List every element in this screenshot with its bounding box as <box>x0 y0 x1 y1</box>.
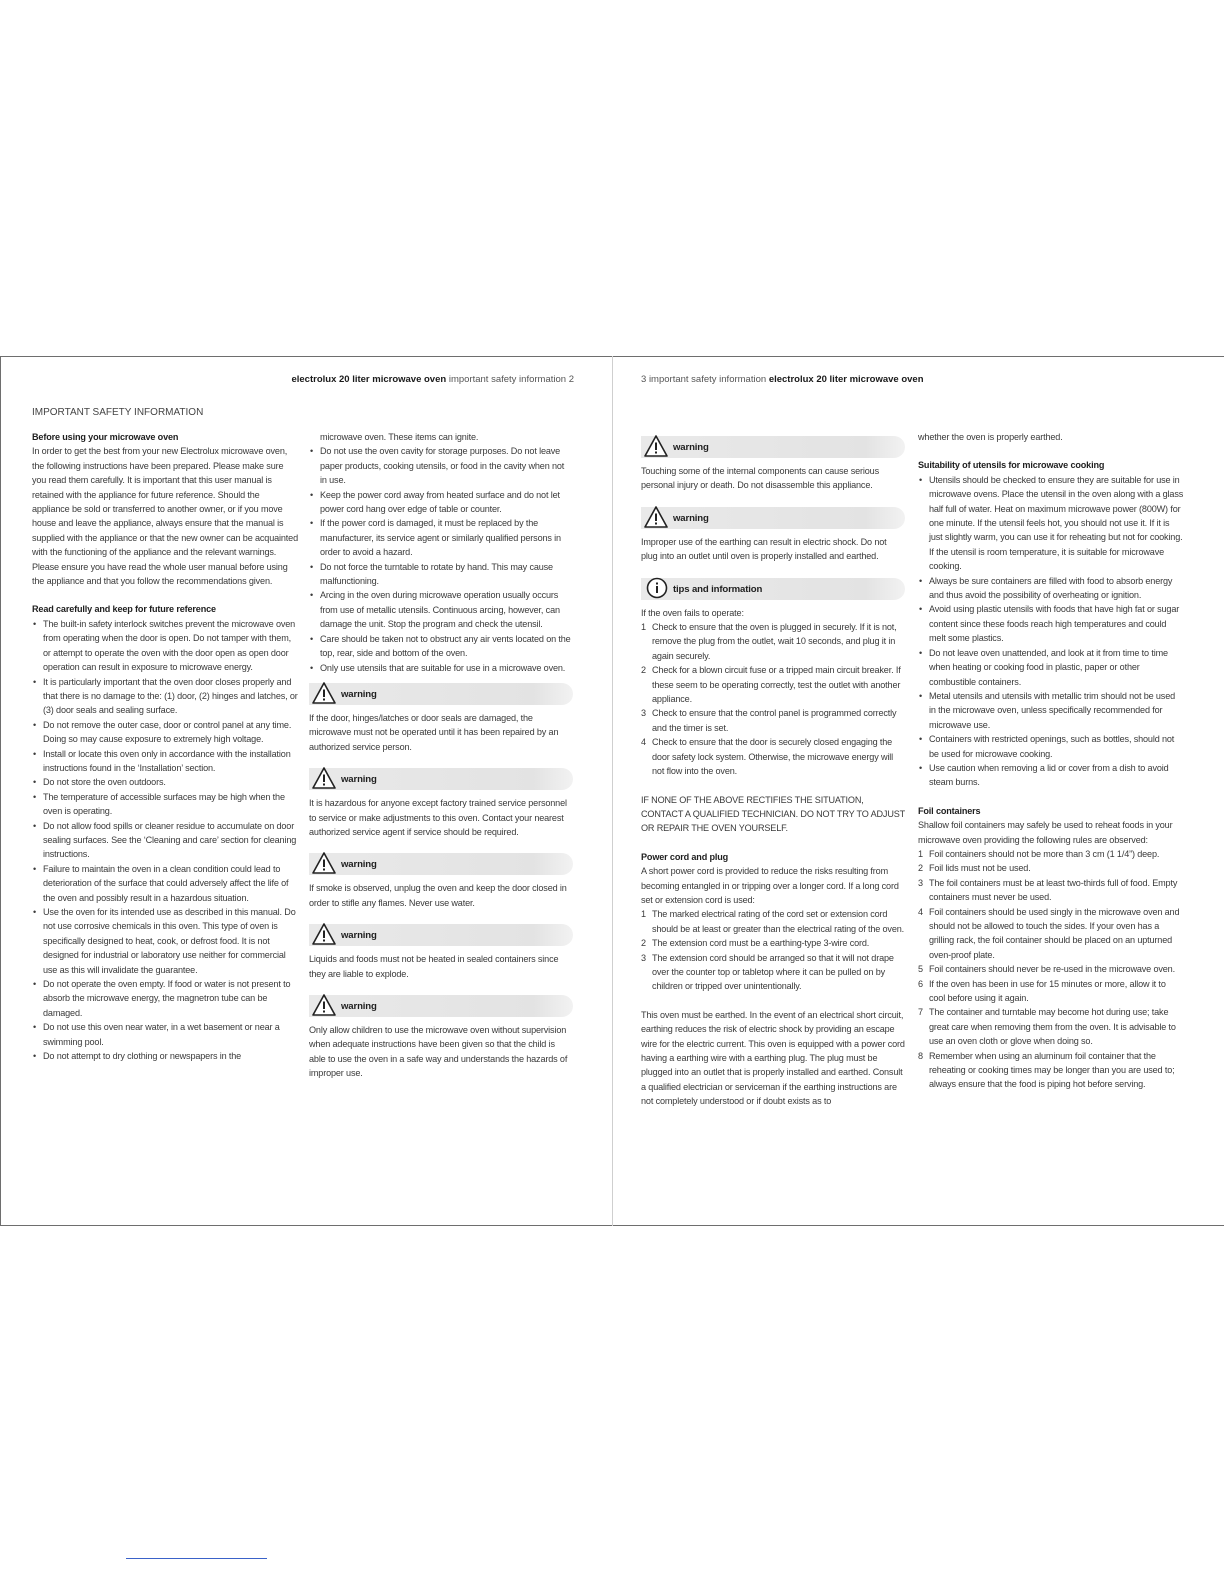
list-item: • It is particularly important that the oven door closes properly and that there is no damage to the: (1) door, (2) hinges and latches, or (3) door seals and sealing surface. <box>32 675 298 718</box>
column-2 <box>309 430 573 1081</box>
list-item: 8 Remember when using an aluminum foil container that the reheating or cooking times may be longer than you are used to; always ensure that the food is piping hot before serving. <box>918 1050 1175 1090</box>
section-heading: Foil containers <box>918 805 981 816</box>
list-item: 2 Check for a blown circuit fuse or a tripped main circuit breaker. If these seem to be operating correctly, test the outlet with another appliance. <box>641 665 901 705</box>
list-item: • Install or locate this oven only in accordance with the installation instructions found in the ‘Installation’ section. <box>32 747 298 776</box>
footer-rule <box>126 1558 267 1559</box>
document-title: IMPORTANT SAFETY INFORMATION <box>32 407 204 418</box>
section-heading: Before using your microwave oven <box>32 432 179 442</box>
warning-triangle-icon <box>643 434 669 458</box>
section-heading: Read carefully and keep for future reference <box>32 604 216 615</box>
warning-callout: warning <box>641 434 905 460</box>
paragraph: If the oven fails to operate: <box>641 607 744 618</box>
warning-triangle-icon <box>311 766 337 790</box>
paragraph: Only allow children to use the microwave oven without supervision when adequate instructions have been given so that the child is able to use the oven in a safe way and understands the hazards of improper use. <box>309 1024 568 1079</box>
list-item: • Metal utensils and utensils with metallic trim should not be used in the microwave oven, unless specifically recommended for microwave use. <box>918 689 1184 732</box>
running-header-left: electrolux 20 liter microwave oven important safety information 2 <box>291 374 574 385</box>
list-item: 1 The marked electrical rating of the cord set or extension cord should be at least or greater than the electrical rating of the oven. <box>641 909 905 934</box>
page-fold <box>612 356 613 1226</box>
warning-callout: warning <box>309 851 573 877</box>
list-item: • Do not remove the outer case, door or control panel at any time. Doing so may cause exposure to extremely high voltage. <box>32 718 298 747</box>
warning-callout: warning <box>309 993 573 1019</box>
column-1 <box>32 430 298 1063</box>
list-item: • If the power cord is damaged, it must be replaced by the manufacturer, its service agent or similarly qualified persons in order to avoid a hazard. <box>309 516 573 559</box>
caps-notice: IF NONE OF THE ABOVE RECTIFIES THE SITUATION, CONTACT A QUALIFIED TECHNICIAN. DO NOT TRY TO ADJUST OR REPAIR THE OVEN YOURSELF. <box>641 794 905 834</box>
warning-callout: warning <box>309 922 573 948</box>
list-item: • Do not attempt to dry clothing or newspapers in the <box>32 1049 298 1063</box>
paragraph: This oven must be earthed. In the event of an electrical short circuit, earthing reduces the risk of electric shock by providing an escape wire for the electric current. This oven is equipped with a power cord having a earthing wire with a earthing plug. The plug must be plugged into an outlet that is properly installed and earthed. Consult a qualified electrician or serviceman if the earthing instructions are not completely understood or if doubt exists as to <box>641 1009 905 1107</box>
paragraph: Improper use of the earthing can result in electric shock. Do not plug into an outlet until oven is properly installed and earthed. <box>641 536 887 562</box>
warning-triangle-icon <box>311 922 337 946</box>
list-item: • Care should be taken not to obstruct any air vents located on the top, rear, side and bottom of the oven. <box>309 632 573 661</box>
paragraph: Liquids and foods must not be heated in sealed containers since they are liable to explode. <box>309 954 559 979</box>
paragraph: microwave oven. These items can ignite. <box>320 432 479 442</box>
list-item: 3 The extension cord should be arranged so that it will not drape over the counter top or tabletop where it can be pulled on by children or tripped over unintentionally. <box>641 952 894 992</box>
list-item: 3 The foil containers must be at least two-thirds full of food. Empty containers must never be used. <box>918 877 1178 903</box>
list-item: 6 If the oven has been in use for 15 minutes or more, allow it to cool before using it again. <box>918 978 1166 1004</box>
list-item: 7 The container and turntable may become hot during use; take great care when removing them from the oven. It is advisable to use an oven cloth or glove when doing so. <box>918 1007 1176 1047</box>
list-item: • The temperature of accessible surfaces may be high when the oven is operating. <box>32 790 298 819</box>
list-item: • Utensils should be checked to ensure they are suitable for use in microwave ovens. Place the utensil in the oven along with a glass half full of water. Heat on maximum microwave power (800W) for one minute. If the utensil feels hot, you should not use it. If it is just slightly warm, you can use it for reheating but not for cooking. If the utensil is room temperature, it is suitable for microwave cooking. <box>918 473 1184 574</box>
paragraph: Touching some of the internal components can cause serious personal injury or death. Do not disassemble this appliance. <box>641 466 879 491</box>
running-header-right: 3 important safety information electrolux 20 liter microwave oven <box>641 374 924 385</box>
list-item: • Use caution when removing a lid or cover from a dish to avoid steam burns. <box>918 761 1184 790</box>
warning-triangle-icon <box>311 993 337 1017</box>
list-item: 1 Foil containers should not be more than 3 cm (1 1/4”) deep. <box>918 848 1160 859</box>
column-3 <box>641 434 905 1109</box>
list-item: • Do not operate the oven empty. If food or water is not present to absorb the microwave energy, the magnetron tube can be damaged. <box>32 977 298 1020</box>
list-item: 1 Check to ensure that the oven is plugged in securely. If it is not, remove the plug from the outlet, wait 10 seconds, and plug it in again securely. <box>641 622 897 661</box>
bullet-list <box>309 444 573 675</box>
list-item: • Do not leave oven unattended, and look at it from time to time when heating or cooking food in plastic, paper or other combustible containers. <box>918 646 1184 689</box>
list-item: • Only use utensils that are suitable for use in a microwave oven. <box>309 661 573 675</box>
section-heading: Power cord and plug <box>641 851 729 862</box>
numbered-list <box>641 907 905 993</box>
list-item: • Do not use the oven cavity for storage purposes. Do not leave paper products, cooking utensils, or food in the cavity when not in use. <box>309 444 573 487</box>
warning-triangle-icon <box>643 505 669 529</box>
list-item: • Arcing in the oven during microwave operation usually occurs from use of metallic utensils. Continuous arcing, however, can damage the unit. Stop the program and check the utensil. <box>309 588 573 631</box>
list-item: 2 The extension cord must be a earthing-type 3-wire cord. <box>641 938 870 949</box>
paragraph: In order to get the best from your new Electrolux microwave oven, the following instructions have been prepared. Please make sure you read them carefully. It is important that this user manual is retained with the appliance for future reference. Should the appliance be sold or transferred to another owner, or if you move house and leave the appliance, always ensure that the manual is supplied with the appliance or that the new owner can be acquainted with the functioning of the appliance and the relevant warnings. Please ensure you have read the whole user manual before using the appliance and that you follow the recommendations given. <box>32 446 298 587</box>
bullet-list <box>32 617 298 1064</box>
numbered-list <box>918 847 1184 1092</box>
paragraph: whether the oven is properly earthed. <box>918 432 1063 442</box>
list-item: • Avoid using plastic utensils with foods that have high fat or sugar content since these foods reach high temperatures and could melt some plastics. <box>918 602 1184 645</box>
list-item: 5 Foil containers should never be re-used in the microwave oven. <box>918 964 1175 975</box>
bullet-list <box>918 473 1184 790</box>
list-item: • Do not use this oven near water, in a wet basement or near a swimming pool. <box>32 1020 298 1049</box>
section-heading: Suitability of utensils for microwave cooking <box>918 460 1105 471</box>
warning-triangle-icon <box>311 681 337 705</box>
paragraph: If smoke is observed, unplug the oven and keep the door closed in order to stifle any flames. Never use water. <box>309 883 567 908</box>
paragraph: It is hazardous for anyone except factory trained service personnel to service or make adjustments to this oven. Contact your nearest authorized service agent if service should be required. <box>309 798 567 837</box>
list-item: • Use the oven for its intended use as described in this manual. Do not use corrosive chemicals in this oven. This type of oven is specifically designed to heat, cook, or defrost food. It is not designed for industrial or laboratory use neither for commercial use as this will invalidate the guarantee. <box>32 905 298 977</box>
warning-callout: warning <box>641 505 905 531</box>
list-item: • Do not force the turntable to rotate by hand. This may cause malfunctioning. <box>309 560 573 589</box>
warning-callout: warning <box>309 681 573 707</box>
list-item: 4 Check to ensure that the door is securely closed engaging the door safety lock system. Otherwise, the microwave energy will not flow into the oven. <box>641 737 894 777</box>
list-item: 4 Foil containers should be used singly in the microwave oven and should not be allowed to touch the sides. If your oven has a grilling rack, the foil container should be placed on an upturned oven-proof plate. <box>918 906 1180 960</box>
list-item: 2 Foil lids must not be used. <box>918 863 1031 874</box>
list-item: • Containers with restricted openings, such as bottles, should not be used for microwave cooking. <box>918 732 1184 761</box>
paragraph: Shallow foil containers may safely be used to reheat foods in your microwave oven providing the following rules are observed: <box>918 820 1173 845</box>
list-item: 3 Check to ensure that the control panel is programmed correctly and the timer is set. <box>641 708 897 733</box>
list-item: • Do not allow food spills or cleaner residue to accumulate on door sealing surfaces. See the ‘Cleaning and care’ section for cleaning instructions. <box>32 819 298 862</box>
tips-callout: tips and information <box>641 576 905 602</box>
info-circle-icon <box>643 576 669 600</box>
paragraph: If the door, hinges/latches or door seals are damaged, the microwave must not be operated until it has been repaired by an authorized service person. <box>309 712 559 752</box>
warning-callout: warning <box>309 766 573 792</box>
list-item: • Keep the power cord away from heated surface and do not let power cord hang over edge of table or counter. <box>309 488 573 517</box>
list-item: • Failure to maintain the oven in a clean condition could lead to deterioration of the surface that could adversely affect the life of the oven and possibly result in a hazardous situation. <box>32 862 298 905</box>
warning-triangle-icon <box>311 851 337 875</box>
column-4 <box>918 430 1184 1092</box>
numbered-list <box>641 620 905 778</box>
paragraph: A short power cord is provided to reduce the risks resulting from becoming entangled in or tripping over a longer cord. If a long cord set or extension cord is used: <box>641 866 899 905</box>
list-item: • Always be sure containers are filled with food to absorb energy and thus avoid the possibility of overheating or ignition. <box>918 574 1184 603</box>
list-item: • Do not store the oven outdoors. <box>32 775 298 789</box>
list-item: • The built-in safety interlock switches prevent the microwave oven from operating when the door is open. Do not tamper with them, or attempt to operate the oven with the door open as open door operation can result in exposure to microwave energy. <box>32 617 298 675</box>
